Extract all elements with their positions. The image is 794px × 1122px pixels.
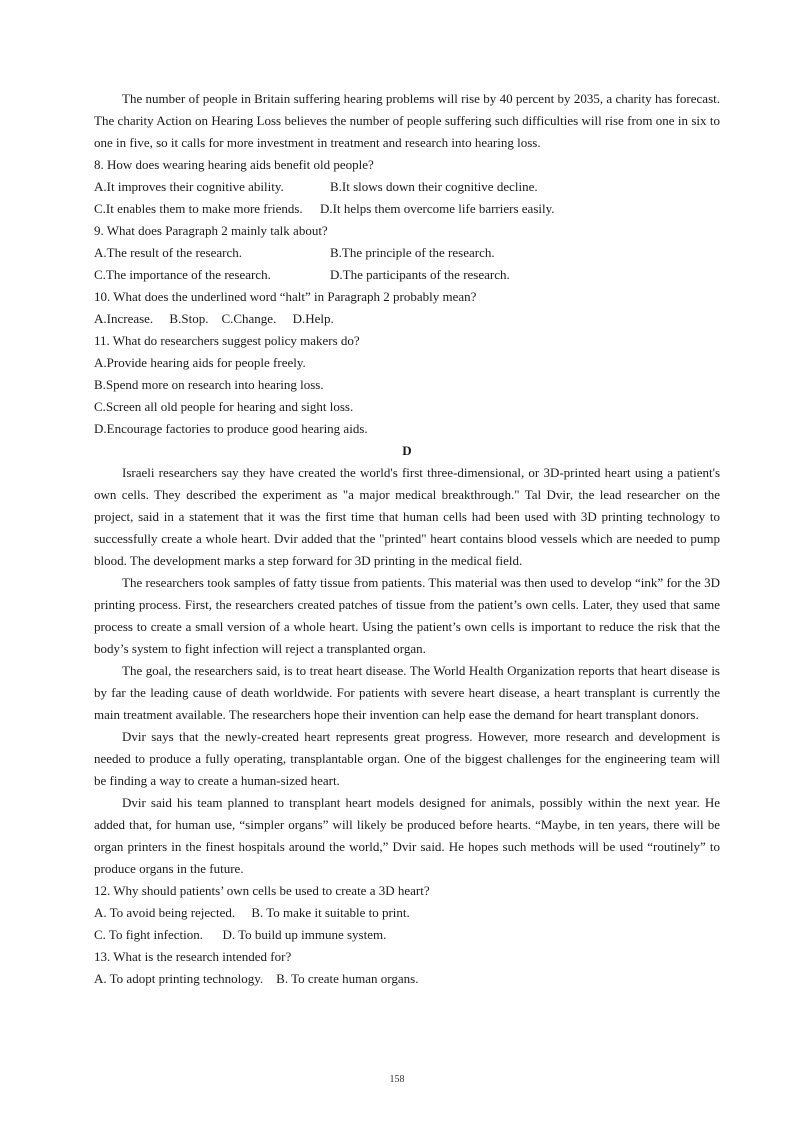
section-d-paragraph-2: The researchers took samples of fatty tissue from patients. This material was then used to develop “ink” for the 3D printing process. First, the researchers created patches of tissue from the patient’s own cells. Later, they used that same process to create a small version of a whole heart. Using the patient’s own cells is important to reduce the risk that the body’s system to fight infection will reject a transplanted organ.: [94, 575, 720, 656]
question-9-options-ab: [94, 242, 720, 264]
question-9-option-a: A.The result of the research.: [94, 245, 242, 260]
section-d-paragraph-3: The goal, the researchers said, is to treat heart disease. The World Health Organization reports that heart disease is by far the leading cause of death worldwide. For patients with severe heart disease, a heart transplant is currently the main treatment available. The researchers hope their invention can help ease the demand for heart transplant donors.: [94, 663, 720, 722]
question-10-stem: 10. What does the underlined word “halt” in Paragraph 2 probably mean?: [94, 289, 477, 304]
question-11-option-a: A.Provide hearing aids for people freely.: [94, 355, 306, 370]
question-11-stem: 11. What do researchers suggest policy makers do?: [94, 333, 360, 348]
question-12-options-cd: C. To fight infection. D. To build up immune system.: [94, 927, 387, 942]
section-d-paragraph-5: Dvir said his team planned to transplant heart models designed for animals, possibly within the next year. He added that, for human use, “simpler organs” will likely be produced before hearts. “Maybe, in ten years, there will be organ printers in the finest hospitals around the world,” Dvir said. He hopes such methods will be used “routinely” to produce organs in the future.: [94, 795, 720, 876]
section-d-paragraph-1: Israeli researchers say they have created the world's first three-dimensional, or 3D-printed heart using a patient's own cells. They described the experiment as "a major medical breakthrough." Tal Dvir, the lead researcher on the project, said in a statement that it was the first time that human cells had been used with 3D printing technology to successfully create a whole heart. Dvir added that the "printed" heart contains blood vessels which are needed to pump blood. The development marks a step forward for 3D printing in the medical field.: [94, 465, 720, 568]
question-10-options: A.Increase. B.Stop. C.Change. D.Help.: [94, 311, 334, 326]
question-8-options-ab: [94, 176, 720, 198]
question-11-option-d: D.Encourage factories to produce good hearing aids.: [94, 421, 368, 436]
question-9-option-d: D.The participants of the research.: [330, 267, 510, 282]
question-8-option-d: D.It helps them overcome life barriers easily.: [320, 201, 555, 216]
section-d-paragraph-4: Dvir says that the newly-created heart represents great progress. However, more research and development is needed to produce a fully operating, transplantable organ. One of the biggest challenges for the engineering team will be finding a way to create a human-sized heart.: [94, 729, 720, 788]
question-8-stem: 8. How does wearing hearing aids benefit old people?: [94, 157, 374, 172]
question-12-options-ab: A. To avoid being rejected. B. To make it suitable to print.: [94, 905, 410, 920]
question-9-stem: 9. What does Paragraph 2 mainly talk about?: [94, 223, 328, 238]
question-12-stem: 12. Why should patients’ own cells be used to create a 3D heart?: [94, 883, 430, 898]
page-number: 158: [389, 1074, 405, 1085]
question-8-option-b: B.It slows down their cognitive decline.: [330, 179, 538, 194]
question-8-option-a: A.It improves their cognitive ability.: [94, 179, 284, 194]
document-page: [94, 88, 720, 990]
question-9-option-b: B.The principle of the research.: [330, 245, 495, 260]
question-9-options-cd: [94, 264, 720, 286]
question-13-options-ab: A. To adopt printing technology. B. To create human organs.: [94, 971, 419, 986]
question-11-option-b: B.Spend more on research into hearing loss.: [94, 377, 324, 392]
question-8-option-c: C.It enables them to make more friends.: [94, 201, 303, 216]
question-11-option-c: C.Screen all old people for hearing and sight loss.: [94, 399, 354, 414]
question-8-options-cd: [94, 198, 720, 220]
passage-c-final-paragraph: The number of people in Britain suffering hearing problems will rise by 40 percent by 2035, a charity has forecast. The charity Action on Hearing Loss believes the number of people suffering such difficulties will rise from one in six to one in five, so it calls for more investment in treatment and research into hearing loss.: [94, 91, 720, 150]
question-13-stem: 13. What is the research intended for?: [94, 949, 292, 964]
question-9-option-c: C.The importance of the research.: [94, 267, 271, 282]
section-d-heading: D: [402, 443, 412, 458]
